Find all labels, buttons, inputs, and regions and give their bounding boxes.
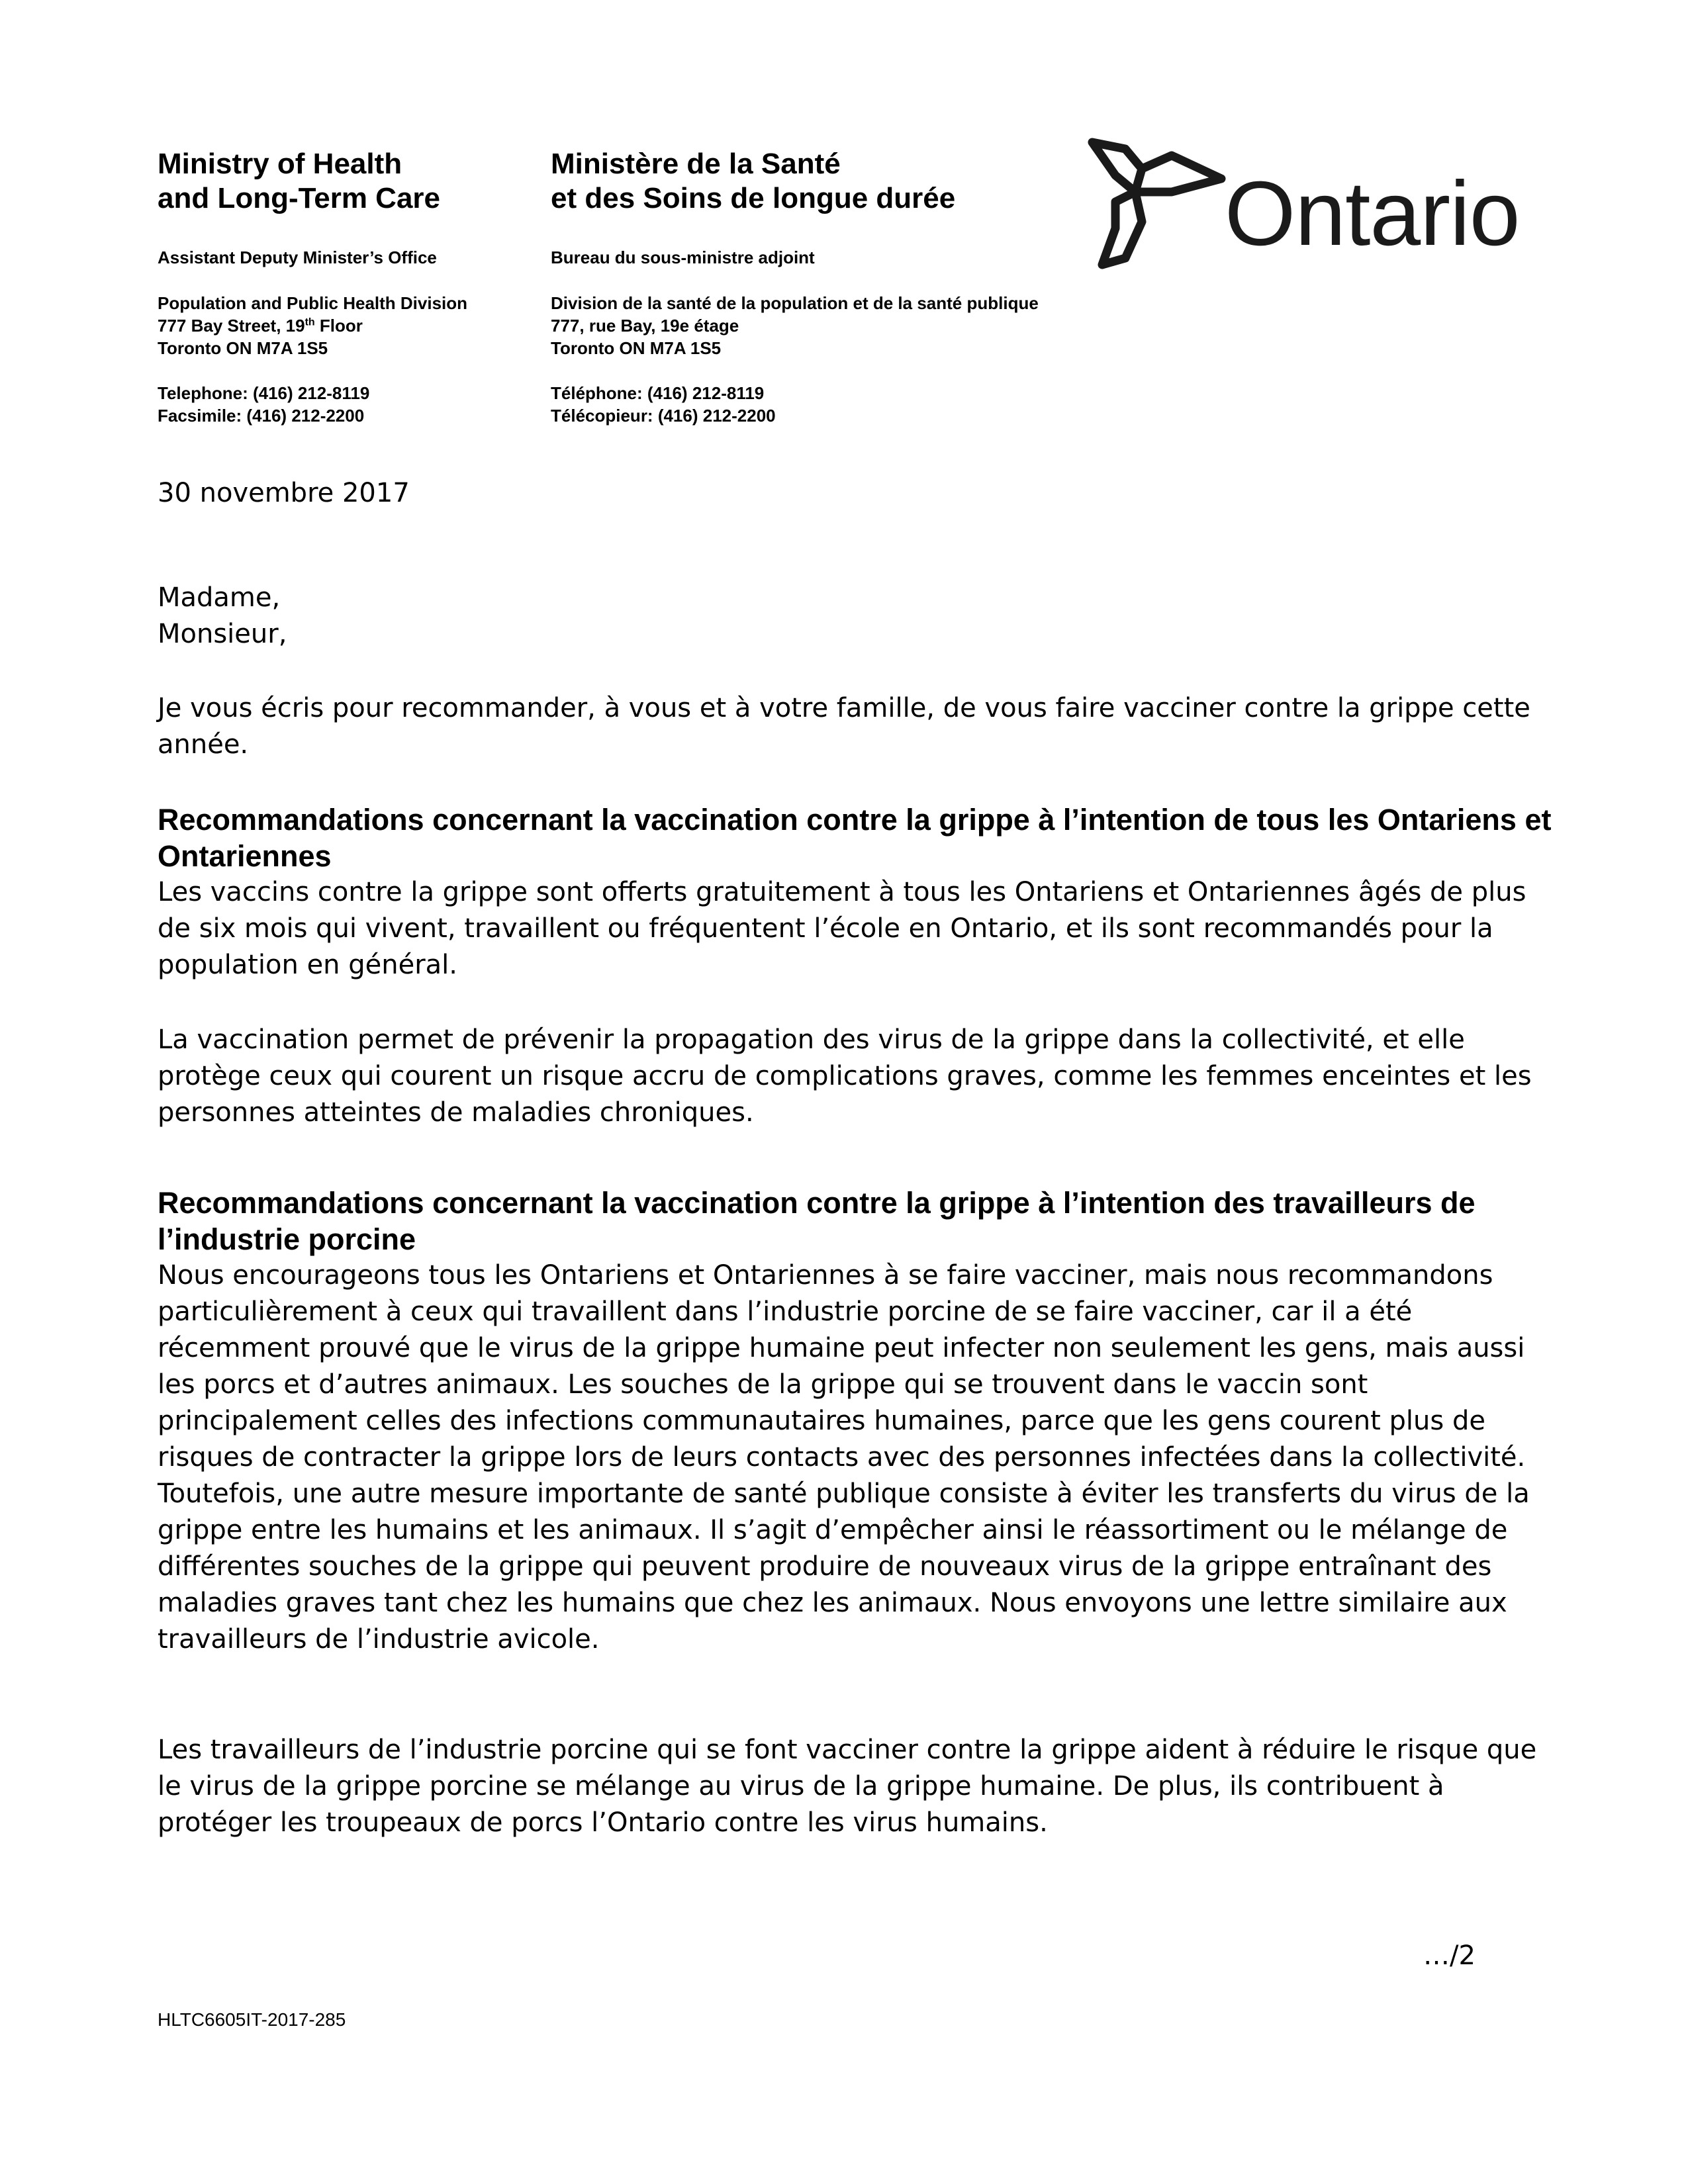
section2-paragraph1: Nous encourageons tous les Ontariens et Ontariennes à se faire vacciner, mais nous recommandons particulièrement à ceux qui travaillent dans l’industrie porcine de se faire vacciner, car il a été récemment prouvé que le virus de la grippe humaine peut infecter non seulement les gens, mais aussi les porcs et d’autres animaux. Les souches de la grippe qui se trouvent dans le vaccin sont principalement celles des infections communautaires humaines, parce que les gens courent plus de risques de contracter la grippe lors de leurs contacts avec des personnes infectées dans la collectivité. Toutefois, une autre mesure importante de santé publique consiste à éviter les transferts du virus de la grippe entre les humains et les animaux. Il s’agit d’empêcher ainsi le réassortiment ou le mélange de différentes souches de la grippe qui peuvent produire de nouveaux virus de la grippe entraînant des maladies graves tant chez les humains que chez les animaux. Nous envoyons une lettre similaire aux travailleurs de l’industrie avicole. xyxy=(158,1260,1530,1655)
phone-fr: Téléphone: (416) 212-8119 xyxy=(551,383,765,403)
section1-paragraph2: La vaccination permet de prévenir la propagation des virus de la grippe dans la collectivité, et elle protège ceux qui courent un risque accru de complications graves, comme les femmes enceintes et les personnes atteintes de maladies chroniques. xyxy=(158,1024,1532,1128)
city-en: Toronto ON M7A 1S5 xyxy=(158,338,328,358)
street-en: 777 Bay Street, 19th Floor xyxy=(158,316,363,336)
contact-en xyxy=(158,382,369,427)
division-en: Population and Public Health Division xyxy=(158,293,468,313)
section1-heading: Recommandations concernant la vaccination contre la grippe à l’intention de tous les Ontariens et Ontariennes xyxy=(158,803,1552,873)
ministry-name-fr: Ministère de la Santé et des Soins de longue durée xyxy=(551,148,956,214)
ontario-wordmark: Ontario xyxy=(1225,163,1520,265)
street-fr: 777, rue Bay, 19e étage xyxy=(551,316,739,336)
office-fr: Bureau du sous-ministre adjoint xyxy=(551,248,815,267)
fax-fr: Télécopieur: (416) 212-2200 xyxy=(551,406,776,426)
ministry-name-en: Ministry of Health and Long-Term Care xyxy=(158,148,441,214)
trillium-icon xyxy=(1079,129,1231,281)
ontario-logo xyxy=(1079,129,1536,281)
division-fr: Division de la santé de la population et de la santé publique xyxy=(551,293,1039,313)
salutation: Madame, Monsieur, xyxy=(158,582,287,649)
address-en xyxy=(158,292,467,359)
section2-heading: Recommandations concernant la vaccination contre la grippe à l’intention des travailleurs de l’industrie porcine xyxy=(158,1186,1476,1256)
fax-en: Facsimile: (416) 212-2200 xyxy=(158,406,365,426)
city-fr: Toronto ON M7A 1S5 xyxy=(551,338,722,358)
address-fr xyxy=(551,292,1039,359)
section2-paragraph2: Les travailleurs de l’industrie porcine qui se font vacciner contre la grippe aident à réduire le risque que le virus de la grippe porcine se mélange au virus de la grippe humaine. De plus, ils contribuent à protéger les troupeaux de porcs l’Ontario contre les virus humains. xyxy=(158,1735,1537,1838)
contact-fr xyxy=(551,382,776,427)
intro-paragraph: Je vous écris pour recommander, à vous et à votre famille, de vous faire vacciner contre la grippe cette année. xyxy=(158,693,1530,760)
office-en: Assistant Deputy Minister’s Office xyxy=(158,248,437,267)
section1-paragraph1: Les vaccins contre la grippe sont offerts gratuitement à tous les Ontariens et Ontariennes âgés de plus de six mois qui vivent, travaillent ou fréquentent l’école en Ontario, et ils sont recommandés pour la population en général. xyxy=(158,877,1526,980)
phone-en: Telephone: (416) 212-8119 xyxy=(158,383,370,403)
letter-date: 30 novembre 2017 xyxy=(158,478,410,508)
document-reference: HLTC6605IT-2017-285 xyxy=(158,2009,346,2030)
page-marker: …/2 xyxy=(1423,1940,1476,1971)
